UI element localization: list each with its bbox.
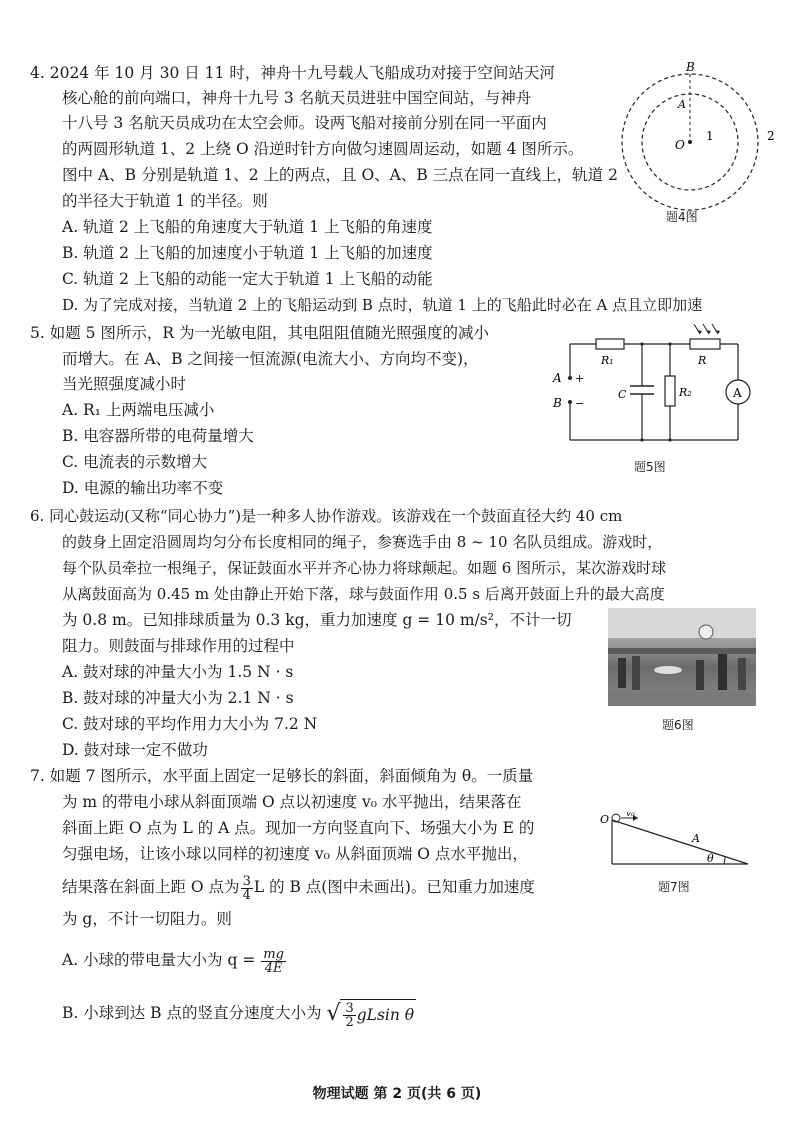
incline-slope (612, 820, 748, 864)
label-plus: + (575, 372, 585, 385)
q7-line-5-post: L 的 B 点(图中未画出)。已知重力加速度 (253, 878, 535, 896)
label-v0: v₀ (626, 812, 635, 819)
fraction-denominator: 4E (264, 960, 283, 976)
q5-line-2: 而增大。在 A、B 之间接一恒流源(电流大小、方向均不变)， (62, 350, 479, 368)
fraction-numerator: 3 (242, 873, 251, 889)
q7-line-5 (62, 872, 535, 902)
q6-line-3: 每个队员牵拉一根绳子，保证鼓面水平并齐心协力将球颠起。如题 6 图所示，某次游戏时球 (62, 559, 667, 577)
label-r1: R₁ (601, 354, 614, 367)
fraction-three-quarters (241, 875, 253, 902)
figure-6-photo (608, 608, 756, 706)
label-terminal-b: B (553, 396, 562, 410)
fraction-three-halves (343, 1002, 355, 1029)
page-footer: 物理试题 第 2 页(共 6 页) (312, 1086, 482, 1102)
q5-option-c: C. 电流表的示数增大 (62, 453, 208, 471)
label-a: A (692, 832, 700, 845)
q4-option-d: D. 为了完成对接，当轨道 2 上的飞船运动到 B 点时，轨道 1 上的飞船此时必在 A 点且立即加速 (62, 296, 703, 314)
label-theta: θ (707, 852, 714, 865)
q7-line-3: 斜面上距 O 点为 L 的 A 点。现加一方向竖直向下、场强大小为 E 的 (62, 819, 535, 837)
label-c: C (618, 388, 627, 401)
figure-7-incline (596, 812, 766, 874)
q6-option-b: B. 鼓对球的冲量大小为 2.1 N · s (62, 689, 294, 707)
q7-option-a-text: A. 小球的带电量大小为 q = (62, 951, 256, 969)
q6-option-a: A. 鼓对球的冲量大小为 1.5 N · s (62, 663, 294, 681)
q6-option-d: D. 鼓对球一定不做功 (62, 741, 208, 759)
q7-option-b (62, 998, 416, 1030)
q4-line-1: 4. 2024 年 10 月 30 日 11 时，神舟十九号载人飞船成功对接于空间站天河 (30, 64, 555, 82)
q7-option-b-text: B. 小球到达 B 点的竖直分速度大小为 (62, 1004, 322, 1022)
q7-line-4: 匀强电场，让该小球以同样的初速度 v₀ 从斜面顶端 O 点水平抛出， (62, 845, 528, 863)
q4-line-3: 十八号 3 名航天员成功在太空会师。设两飞船对接前分别在同一平面内 (62, 114, 547, 132)
label-o: O (675, 138, 685, 152)
q7-line-6: 为 g，不计一切阻力。则 (62, 910, 232, 928)
q5-option-d: D. 电源的输出功率不变 (62, 479, 224, 497)
q5-line-3: 当光照强度减小时 (62, 375, 187, 393)
fraction-numerator: 3 (345, 1001, 354, 1016)
q7-option-a (62, 945, 287, 975)
q7-line-2: 为 m 的带电小球从斜面顶端 O 点以初速度 v₀ 水平抛出，结果落在 (62, 793, 522, 811)
figure-7-caption: 题7图 (658, 880, 690, 894)
q6-line-2: 的鼓身上固定沿圆周均匀分布长度相同的绳子，参赛选手由 8 ~ 10 名队员组成。游戏时， (62, 533, 663, 551)
volleyball (699, 625, 713, 639)
q7-line-1: 7. 如题 7 图所示，水平面上固定一足够长的斜面，斜面倾角为 θ。一质量 (30, 767, 534, 785)
q5-option-b: B. 电容器所带的电荷量增大 (62, 427, 254, 445)
figure-6-caption: 题6图 (662, 718, 694, 732)
figure-5-circuit (548, 322, 768, 452)
q4-option-a: A. 轨道 2 上飞船的角速度大于轨道 1 上飞船的角速度 (62, 218, 433, 236)
q4-option-b: B. 轨道 2 上飞船的加速度小于轨道 1 上飞船的加速度 (62, 244, 433, 262)
q5-line-1: 5. 如题 5 图所示，R 为一光敏电阻，其电阻阻值随光照强度的减小 (30, 324, 490, 342)
center-o (688, 140, 692, 144)
photo-sketch (608, 608, 756, 706)
fraction-numerator: mg (263, 946, 284, 962)
fraction-denominator: 2 (345, 1015, 354, 1030)
label-b: B (686, 62, 695, 74)
q6-line-6: 阻力。则鼓面与排球作用的过程中 (62, 637, 295, 655)
label-orbit-1: 1 (706, 129, 714, 143)
fraction-denominator: 4 (242, 887, 251, 903)
label-o: O (600, 813, 610, 826)
resistor-r1 (596, 339, 624, 349)
q6-line-1: 6. 同心鼓运动(又称“同心协力”)是一种多人协作游戏。该游戏在一个鼓面直径大约 40 cm (30, 507, 623, 525)
sqrt-tail: gLsin θ (356, 1005, 415, 1024)
figure-4-caption: 题4图 (666, 210, 698, 224)
label-r2: R₂ (679, 386, 692, 399)
sqrt-symbol: √ (326, 1001, 341, 1026)
q7-line-5-pre: 结果落在斜面上距 O 点为 (62, 878, 240, 896)
q6-option-c: C. 鼓对球的平均作用力大小为 7.2 N (62, 715, 318, 733)
resistor-r2 (665, 376, 675, 406)
q4-option-c: C. 轨道 2 上飞船的动能一定大于轨道 1 上飞船的动能 (62, 270, 433, 288)
q4-line-6: 的半径大于轨道 1 的半径。则 (62, 192, 268, 210)
label-minus: − (575, 397, 585, 410)
q6-line-4: 从离鼓面高为 0.45 m 处由静止开始下落，球与鼓面作用 0.5 s 后离开鼓面上升的最大高度 (62, 585, 665, 603)
q5-option-a: A. R₁ 上两端电压减小 (62, 401, 215, 419)
q4-line-2: 核心舱的前向端口，神舟十九号 3 名航天员进驻中国空间站，与神舟 (62, 89, 532, 107)
label-orbit-2: 2 (767, 129, 775, 143)
q4-line-4: 的两圆形轨道 1、2 上绕 O 沿逆时针方向做匀速圆周运动，如题 4 图所示。 (62, 140, 584, 158)
ammeter-label: A (733, 386, 742, 400)
label-a: A (678, 98, 686, 111)
drum (654, 666, 682, 674)
label-terminal-a: A (553, 371, 562, 385)
fraction-mg-over-4e (261, 948, 286, 975)
photoresistor-r (690, 339, 720, 349)
figure-4-orbits (612, 62, 782, 232)
label-r: R (698, 354, 707, 367)
figure-5-caption: 题5图 (634, 460, 666, 474)
q6-line-5: 为 0.8 m。已知排球质量为 0.3 kg，重力加速度 g = 10 m/s²，不计一切 (62, 611, 572, 629)
sqrt-content (340, 999, 416, 1030)
q4-line-5: 图中 A、B 分别是轨道 1、2 上的两点，且 O、A、B 三点在同一直线上，轨道 2 (62, 166, 618, 184)
